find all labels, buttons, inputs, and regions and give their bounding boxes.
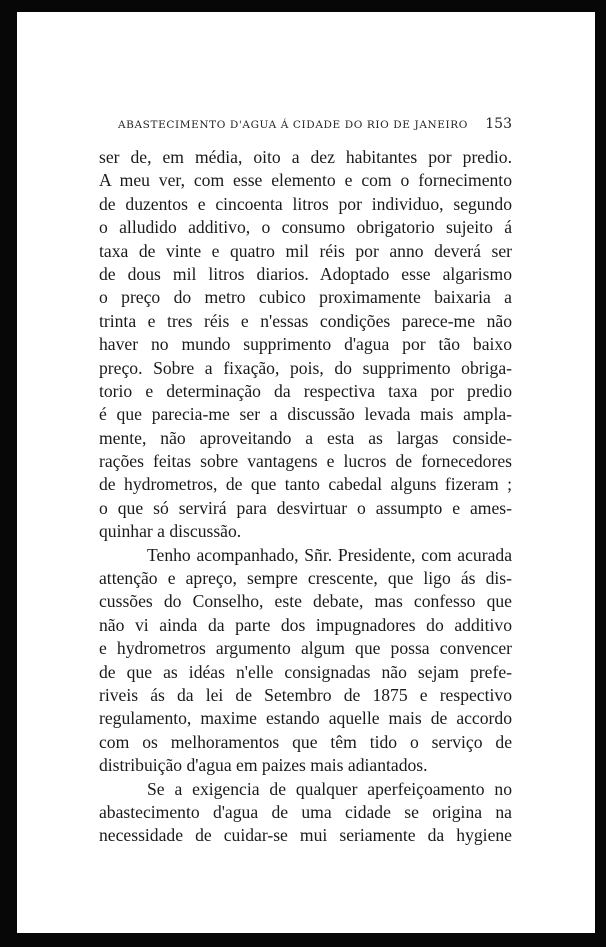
text-line: é que parecia-me ser a discussão levada mais ampla- <box>99 404 512 425</box>
text-line: cussões do Conselho, este debate, mas confesso que <box>99 591 512 612</box>
text-line: o que só servirá para desvirtuar o assumpto e ames- <box>99 497 512 518</box>
text-line: necessidade de cuidar-se mui seriamente da hygiene <box>99 825 512 846</box>
text-line: de que as idéas n'elle consignadas não sejam prefe- <box>99 661 512 682</box>
text-line: Se a exigencia de qualquer aperfeiçoamento no <box>147 778 512 799</box>
text-line: mente, não aproveitando a esta as largas conside- <box>99 427 512 448</box>
page-number: 153 <box>485 116 512 132</box>
running-title: ABASTECIMENTO D'AGUA Á CIDADE DO RIO DE JANEIRO <box>118 119 469 131</box>
running-header <box>118 116 512 132</box>
text-line: torio e determinação da respectiva taxa por predio <box>99 380 512 401</box>
text-line: riveis ás da lei de Setembro de 1875 e respectivo <box>99 684 512 705</box>
text-line: quinhar a discussão. <box>99 521 242 542</box>
text-line: com os melhoramentos que têm tido o serviço de <box>99 731 512 752</box>
text-line: não vi ainda da parte dos impugnadores do additivo <box>99 614 512 635</box>
text-line: trinta e tres réis e n'essas condições parece-me não <box>99 310 512 331</box>
text-line: de dous mil litros diarios. Adoptado esse algarismo <box>99 263 512 284</box>
text-line: e hydrometros argumento algum que possa convencer <box>99 638 512 659</box>
text-line: ser de, em média, oito a dez habitantes por predio. <box>99 147 512 167</box>
text-line: de duzentos e cincoenta litros por individuo, segundo <box>99 193 512 214</box>
text-line: taxa de vinte e quatro mil réis por anno deverá ser <box>99 240 512 261</box>
text-line: haver no mundo supprimento d'agua por tão baixo <box>99 334 512 355</box>
text-line: preço. Sobre a fixação, pois, do supprimento obriga- <box>99 357 512 378</box>
body-text <box>99 146 512 848</box>
text-line: distribuição d'agua em paizes mais adiantados. <box>99 755 428 776</box>
text-line: abastecimento d'agua de uma cidade se origina na <box>99 801 512 822</box>
text-line: regulamento, maxime estando aquelle mais de accordo <box>99 708 512 729</box>
text-line: o alludido additivo, o consumo obrigatorio sujeito á <box>99 217 512 238</box>
text-line: de hydrometros, de que tanto cabedal alguns fizeram ; <box>99 474 512 495</box>
text-line: A meu ver, com esse elemento e com o fornecimento <box>99 170 512 191</box>
text-line: rações feitas sobre vantagens e lucros de fornecedores <box>99 451 512 472</box>
text-line: Tenho acompanhado, Sñr. Presidente, com acurada <box>147 544 512 565</box>
text-line: attenção e apreço, sempre crescente, que ligo ás dis- <box>99 568 512 589</box>
text-line: o preço do metro cubico proximamente baixaria a <box>99 287 512 308</box>
